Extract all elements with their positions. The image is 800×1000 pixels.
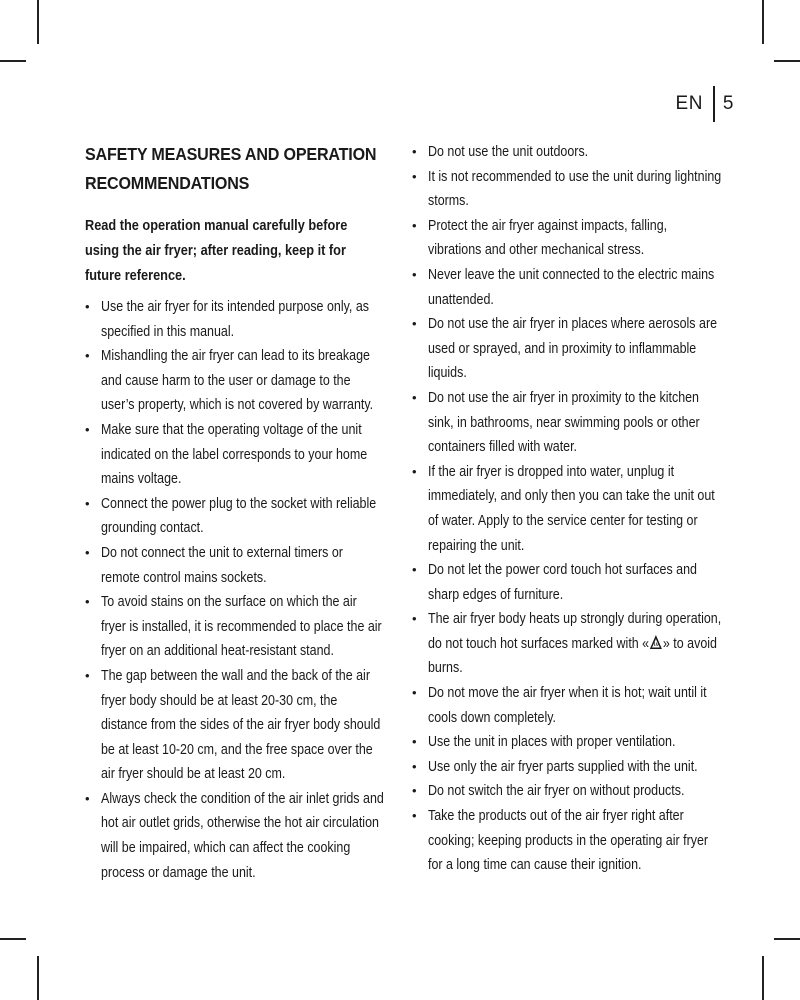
bullet-icon: • bbox=[412, 611, 417, 627]
list-item-hot-surface: • The air fryer body heats up strongly during operation, do not touch hot surfaces marked with « » to avoid burns. bbox=[412, 607, 722, 681]
list-item: • Do not connect the unit to external timers or remote control mains sockets. bbox=[85, 541, 385, 590]
list-item: • Use only the air fryer parts supplied with the unit. bbox=[412, 755, 722, 780]
bullet-icon: • bbox=[85, 495, 90, 511]
bullet-icon: • bbox=[85, 790, 90, 806]
bullet-icon: • bbox=[412, 758, 417, 774]
bullet-icon: • bbox=[85, 667, 90, 683]
page-number: 5 bbox=[722, 93, 734, 114]
list-item: • Do not use the air fryer in places where aerosols are used or sprayed, and in proximity to inflammable liquids. bbox=[412, 312, 722, 386]
page-header bbox=[676, 86, 734, 122]
list-item: • Do not use the unit outdoors. bbox=[412, 140, 722, 165]
bullet-icon: • bbox=[412, 685, 417, 701]
bullet-icon: • bbox=[85, 348, 90, 364]
list-item: • Mishandling the air fryer can lead to its breakage and cause harm to the user or damage to the user’s property, which is not covered by warranty. bbox=[85, 344, 385, 418]
header-divider bbox=[713, 86, 715, 122]
crop-mark bbox=[774, 938, 800, 940]
bullet-icon: • bbox=[412, 562, 417, 578]
bullet-icon: • bbox=[412, 808, 417, 824]
bullet-icon: • bbox=[85, 421, 90, 437]
bullet-icon: • bbox=[85, 299, 90, 314]
bullet-icon: • bbox=[412, 144, 417, 159]
bullet-icon: • bbox=[85, 594, 90, 610]
bullet-icon: • bbox=[412, 463, 417, 479]
bullet-icon: • bbox=[412, 389, 417, 405]
list-item: • Never leave the unit connected to the electric mains unattended. bbox=[412, 263, 722, 312]
bullet-icon: • bbox=[412, 783, 417, 799]
list-item: • Do not switch the air fryer on without products. bbox=[412, 779, 722, 804]
list-item: • If the air fryer is dropped into water, unplug it immediately, and only then you can take the unit out of water. Apply to the service center for testing or repairing the unit. bbox=[412, 460, 722, 558]
list-item: • The gap between the wall and the back of the air fryer body should be at least 20-30 cm, the distance from the sides of the air fryer body should be at least 10-20 cm, and the free space over the air fryer should be at least 20 cm. bbox=[85, 664, 385, 787]
bullet-icon: • bbox=[412, 168, 417, 184]
list-item: • Protect the air fryer against impacts, falling, vibrations and other mechanical stress. bbox=[412, 214, 722, 263]
safety-list-right bbox=[412, 140, 722, 878]
language-code: EN bbox=[675, 93, 703, 114]
list-item: • Do not use the air fryer in proximity to the kitchen sink, in bathrooms, near swimming pools or other containers filled with water. bbox=[412, 386, 722, 460]
list-item: • Use the unit in places with proper ventilation. bbox=[412, 730, 722, 755]
list-item: • Do not let the power cord touch hot surfaces and sharp edges of furniture. bbox=[412, 558, 722, 607]
crop-mark bbox=[0, 60, 26, 62]
bullet-icon: • bbox=[412, 734, 417, 750]
bullet-icon: • bbox=[412, 266, 417, 282]
crop-mark bbox=[762, 0, 764, 44]
hot-surface-warning-icon bbox=[649, 634, 663, 650]
section-title: SAFETY MEASURES AND OPERATION RECOMMENDATIONS bbox=[85, 144, 377, 193]
left-column bbox=[85, 140, 385, 885]
list-item: • To avoid stains on the surface on which the air fryer is installed, it is recommended to place the air fryer on an additional heat-resistant stand. bbox=[85, 590, 385, 664]
intro-paragraph: Read the operation manual carefully before using the air fryer; after reading, keep it for future reference. bbox=[85, 218, 348, 284]
bullet-icon: • bbox=[85, 544, 90, 560]
list-item: • Take the products out of the air fryer right after cooking; keeping products in the operating air fryer for a long time can cause their ignition. bbox=[412, 804, 722, 878]
list-item: • It is not recommended to use the unit during lightning storms. bbox=[412, 165, 722, 214]
safety-list-left bbox=[85, 295, 385, 885]
crop-mark bbox=[0, 938, 26, 940]
crop-mark bbox=[37, 956, 39, 1000]
list-item: • Connect the power plug to the socket with reliable grounding contact. bbox=[85, 492, 385, 541]
right-column bbox=[412, 140, 722, 878]
list-item: • Make sure that the operating voltage of the unit indicated on the label corresponds to your home mains voltage. bbox=[85, 418, 385, 492]
list-item: • Always check the condition of the air inlet grids and hot air outlet grids, otherwise the hot air circulation will be impaired, which can affect the cooking process or damage the unit. bbox=[85, 787, 385, 885]
list-item: • Use the air fryer for its intended purpose only, as specified in this manual. bbox=[85, 295, 385, 344]
crop-mark bbox=[774, 60, 800, 62]
crop-mark bbox=[37, 0, 39, 44]
list-item: • Do not move the air fryer when it is hot; wait until it cools down completely. bbox=[412, 681, 722, 730]
crop-mark bbox=[762, 956, 764, 1000]
bullet-icon: • bbox=[412, 217, 417, 233]
bullet-icon: • bbox=[412, 316, 417, 332]
